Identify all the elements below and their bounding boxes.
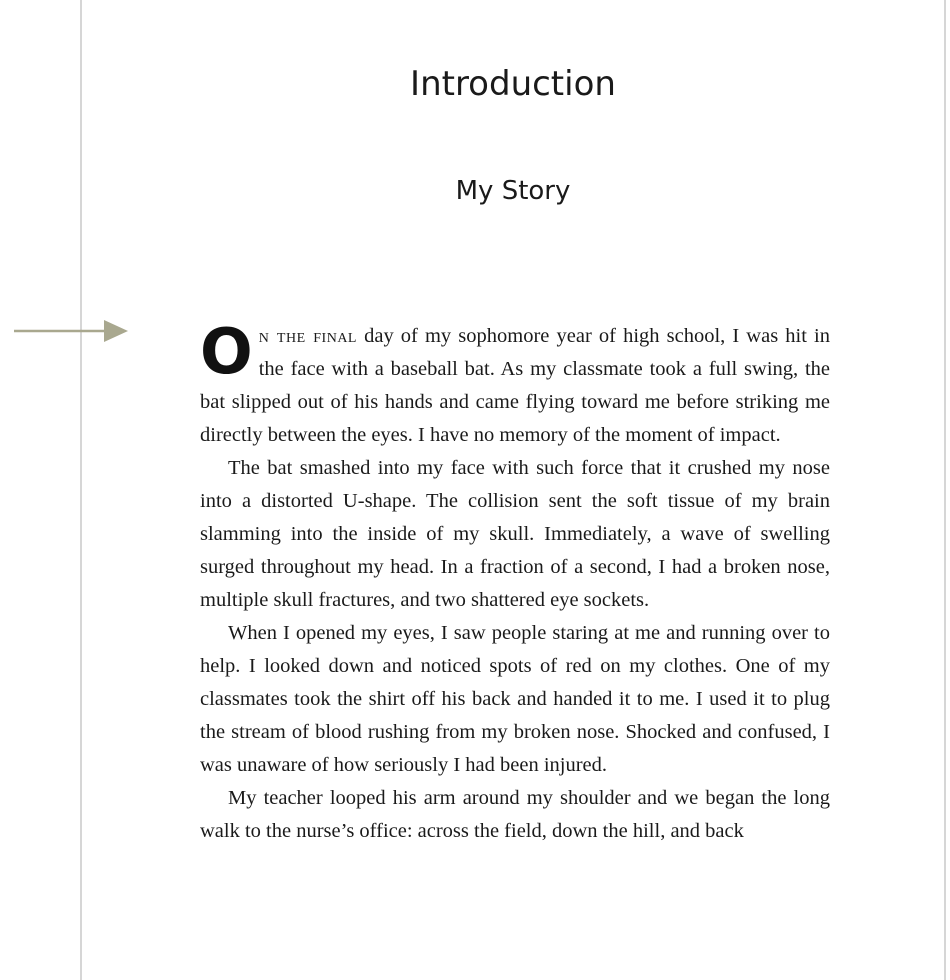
page-left-edge — [80, 0, 82, 980]
chapter-body — [200, 315, 830, 848]
paragraph-1 — [200, 315, 830, 452]
chapter-title: Introduction — [410, 64, 616, 104]
page-right-edge — [944, 0, 946, 980]
paragraph-3: When I opened my eyes, I saw people staring at me and running over to help. I looked down and noticed spots of red on my clothes. One of my classmates took the shirt off his back and handed it to me. I used it to plug the stream of blood rushing from my broken nose. Shocked and confused, I was unaware of how seriously I had been injured. — [200, 622, 830, 776]
paragraph-2: The bat smashed into my face with such force that it crushed my nose into a distorted U-shape. The collision sent the soft tissue of my brain slamming into the inside of my skull. Immediately, a wave of swelling surged throughout my head. In a fraction of a second, I had a broken nose, multiple skull fractures, and two shattered eye sockets. — [200, 457, 830, 611]
paragraph-4: My teacher looped his arm around my shoulder and we began the long walk to the nurse’s office: across the field, down the hill, and back — [200, 787, 830, 842]
drop-cap: O — [200, 315, 253, 388]
chapter-subtitle: My Story — [455, 176, 571, 206]
paragraph-1-text: day of my sophomore year of high school, I was hit in the face with a baseball bat. As my classmate took a full swing, the bat slipped out of his hands and came flying toward me before striking me directly between the eyes. I have no memory of the moment of impact. — [200, 325, 830, 446]
right-arrow-icon — [14, 318, 130, 344]
lead-in-smallcaps: n the final — [258, 325, 357, 347]
